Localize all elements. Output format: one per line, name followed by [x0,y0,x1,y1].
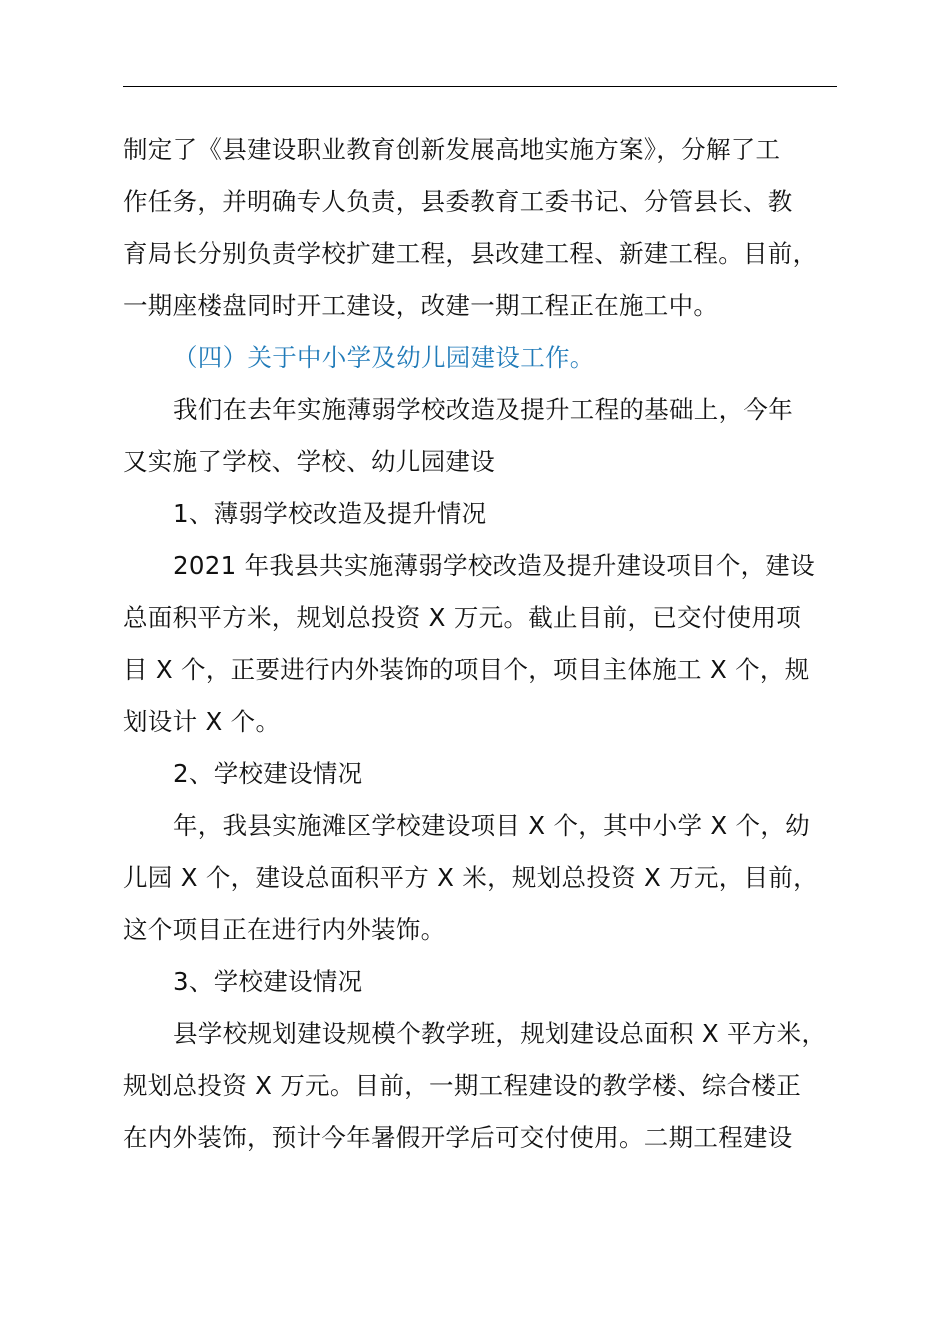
section-heading: （四）关于中小学及幼儿园建设工作。 [173,343,595,372]
text-line: 划设计 X 个。 [123,707,281,736]
text-line: 又实施了学校、学校、幼儿园建设 [123,447,495,476]
text-line: 作任务，并明确专人负责，县委教育工委书记、分管县长、教 [123,187,793,216]
text-line: 制定了《县建设职业教育创新发展高地实施方案》，分解了工 [123,135,781,164]
document-body [123,124,863,1164]
subsection-title: 2、学校建设情况 [173,759,363,788]
header-rule [123,86,837,87]
text-line: 我们在去年实施薄弱学校改造及提升工程的基础上，今年 [173,395,793,424]
text-line: 儿园 X 个，建设总面积平方 X 米，规划总投资 X 万元，目前， [123,863,818,892]
subsection-title: 3、学校建设情况 [173,967,363,996]
subsection-title: 1、薄弱学校改造及提升情况 [173,499,487,528]
text-line: 目 X 个，正要进行内外装饰的项目个，项目主体施工 X 个，规 [123,655,810,684]
text-line: 总面积平方米，规划总投资 X 万元。截止目前，已交付使用项 [123,603,802,632]
text-line: 在内外装饰，预计今年暑假开学后可交付使用。二期工程建设 [123,1123,793,1152]
text-line: 这个项目正在进行内外装饰。 [123,915,446,944]
text-line: 育局长分别负责学校扩建工程，县改建工程、新建工程。目前， [123,239,818,268]
text-line: 2021 年我县共实施薄弱学校改造及提升建设项目个，建设 [173,551,816,580]
text-line: 一期座楼盘同时开工建设，改建一期工程正在施工中。 [123,291,719,320]
text-line: 县学校规划建设规模个教学班，规划建设总面积 X 平方米， [173,1019,827,1048]
text-line: 规划总投资 X 万元。目前，一期工程建设的教学楼、综合楼正 [123,1071,802,1100]
text-line: 年，我县实施滩区学校建设项目 X 个，其中小学 X 个，幼 [173,811,810,840]
